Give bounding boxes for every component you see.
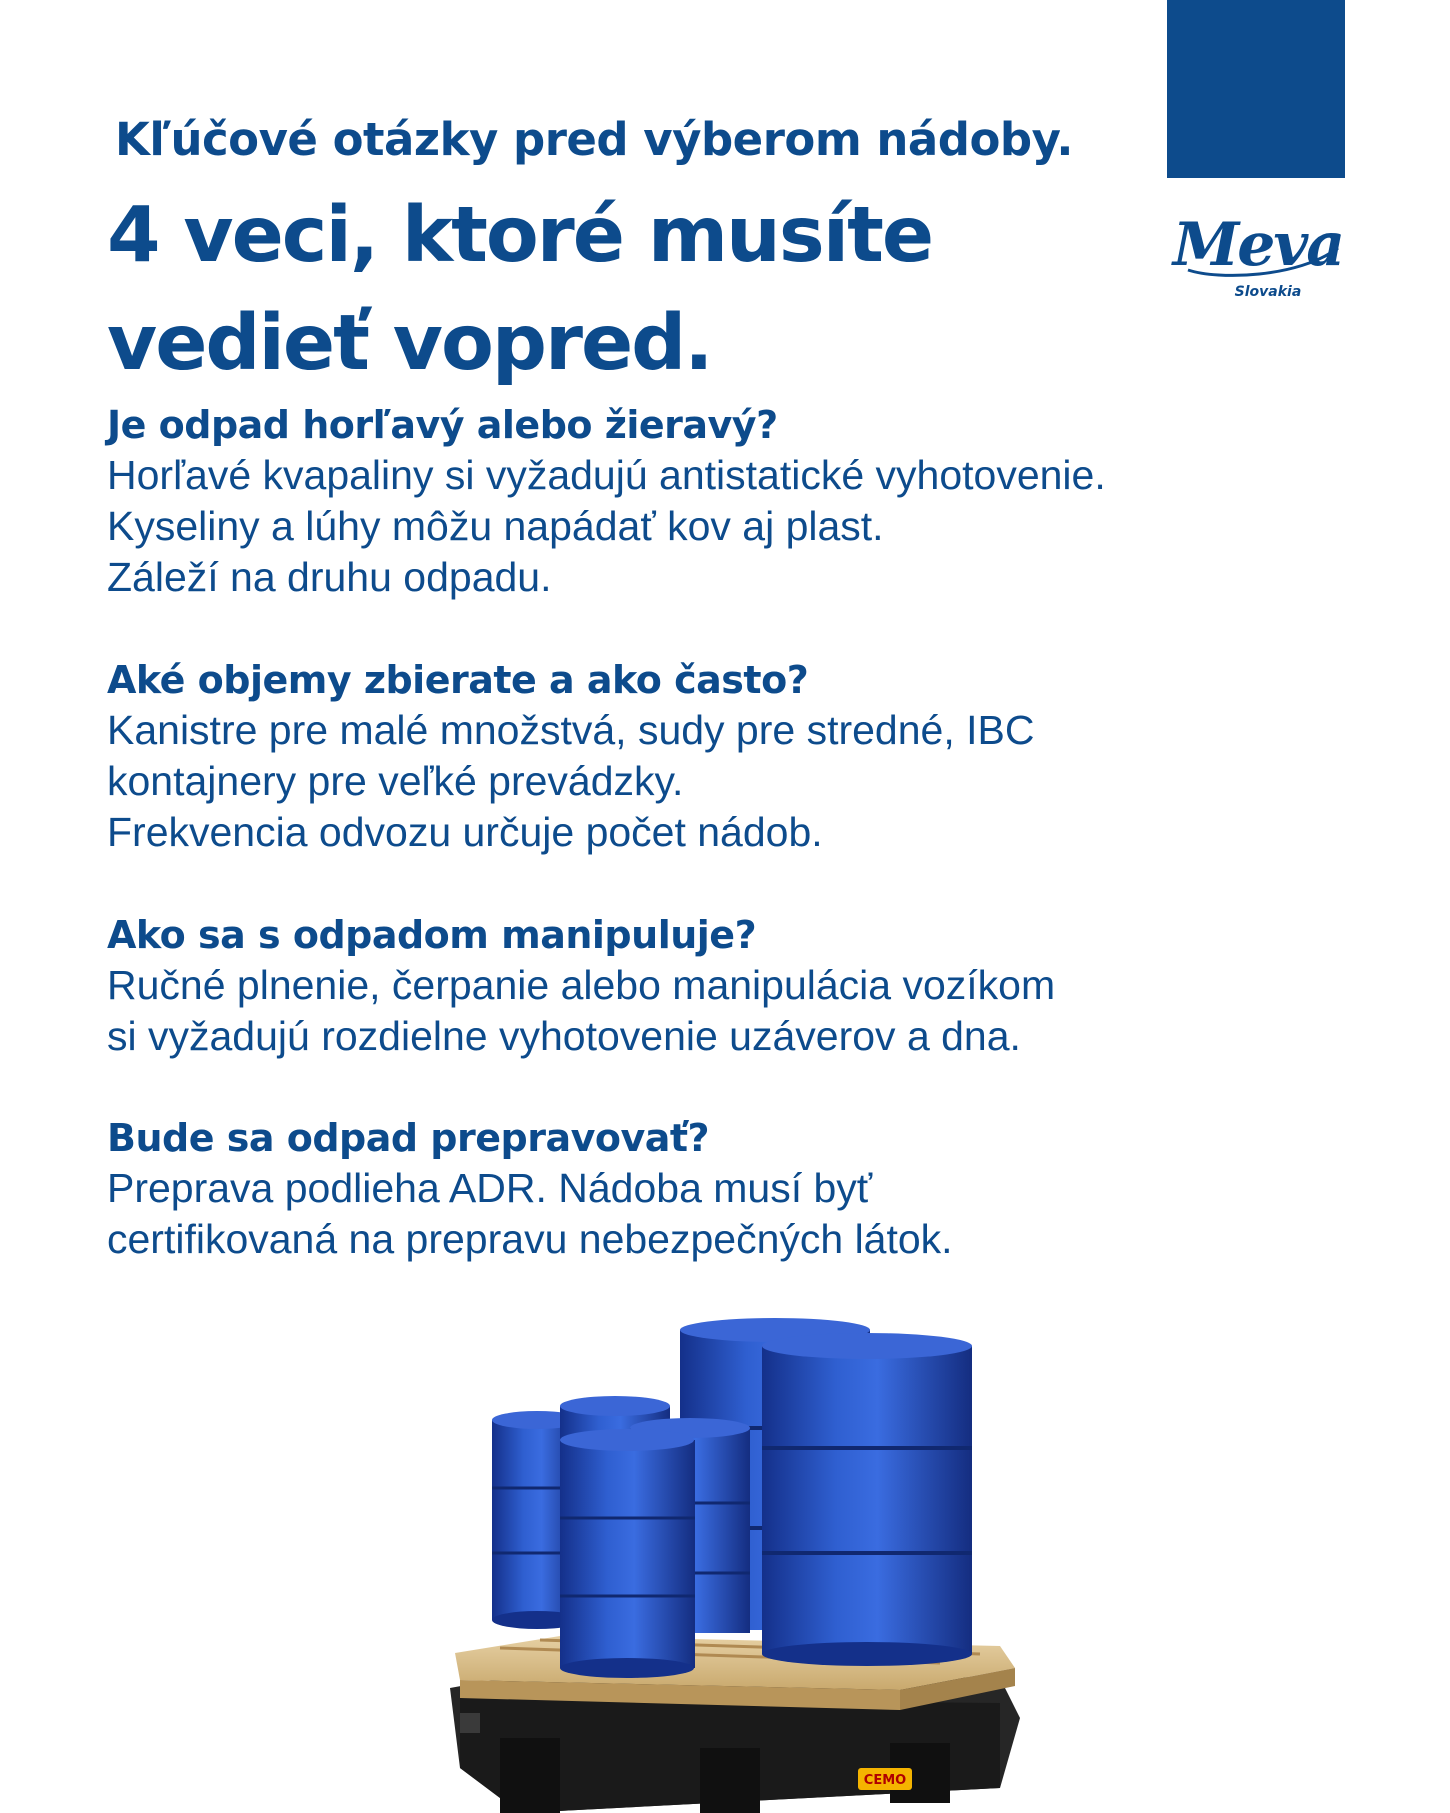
answer-line: kontajnery pre veľké prevádzky. [107,758,684,804]
section-question: Aké objemy zbierate a ako často? [107,658,809,702]
logo-region: Slovakia [1234,284,1302,300]
section-answer [107,450,1327,603]
answer-line: Záleží na druhu odpadu. [107,554,552,600]
answer-line: si vyžadujú rozdielne vyhotovenie uzáverov a dna. [107,1013,1021,1059]
logo-wordmark: Meva [1172,210,1344,280]
answer-line: Kanistre pre malé množstvá, sudy pre stredné, IBC [107,707,1035,753]
page-title-line-2: vedieť vopred. [107,299,712,388]
section-answer [107,1163,1327,1265]
answer-line: certifikovaná na prepravu nebezpečných látok. [107,1216,953,1262]
section-answer [107,960,1327,1062]
section-question: Je odpad horľavý alebo žieravý? [107,403,778,447]
steel-drum [762,1333,972,1666]
answer-line: Preprava podlieha ADR. Nádoba musí byť [107,1165,873,1211]
page-title-line-1: 4 veci, ktoré musíte [107,191,933,280]
section-flammable [107,400,1327,603]
answer-line: Ručné plnenie, čerpanie alebo manipulácia vozíkom [107,962,1056,1008]
answer-line: Frekvencia odvozu určuje počet nádob. [107,809,823,855]
steel-drum [560,1429,695,1678]
page-title [107,182,1067,398]
cemo-label-text: CEMO [863,1773,907,1788]
kicker-text: Kľúčové otázky pred výberom nádoby. [115,113,1073,166]
logo-swash [1178,218,1344,278]
answer-line: Horľavé kvapaliny si vyžadujú antistatické vyhotovenie. [107,452,1106,498]
drums-on-pallet-image [440,1318,1030,1813]
section-answer [107,705,1327,858]
section-question: Bude sa odpad prepravovať? [107,1116,710,1160]
brand-color-block [1167,0,1345,178]
section-transport [107,1113,1327,1265]
section-volumes [107,655,1327,858]
section-question: Ako sa s odpadom manipuluje? [107,913,757,957]
cemo-label [858,1768,912,1790]
answer-line: Kyseliny a lúhy môžu napádať kov aj plast. [107,503,884,549]
meva-logo [1170,210,1346,310]
section-handling [107,910,1327,1062]
